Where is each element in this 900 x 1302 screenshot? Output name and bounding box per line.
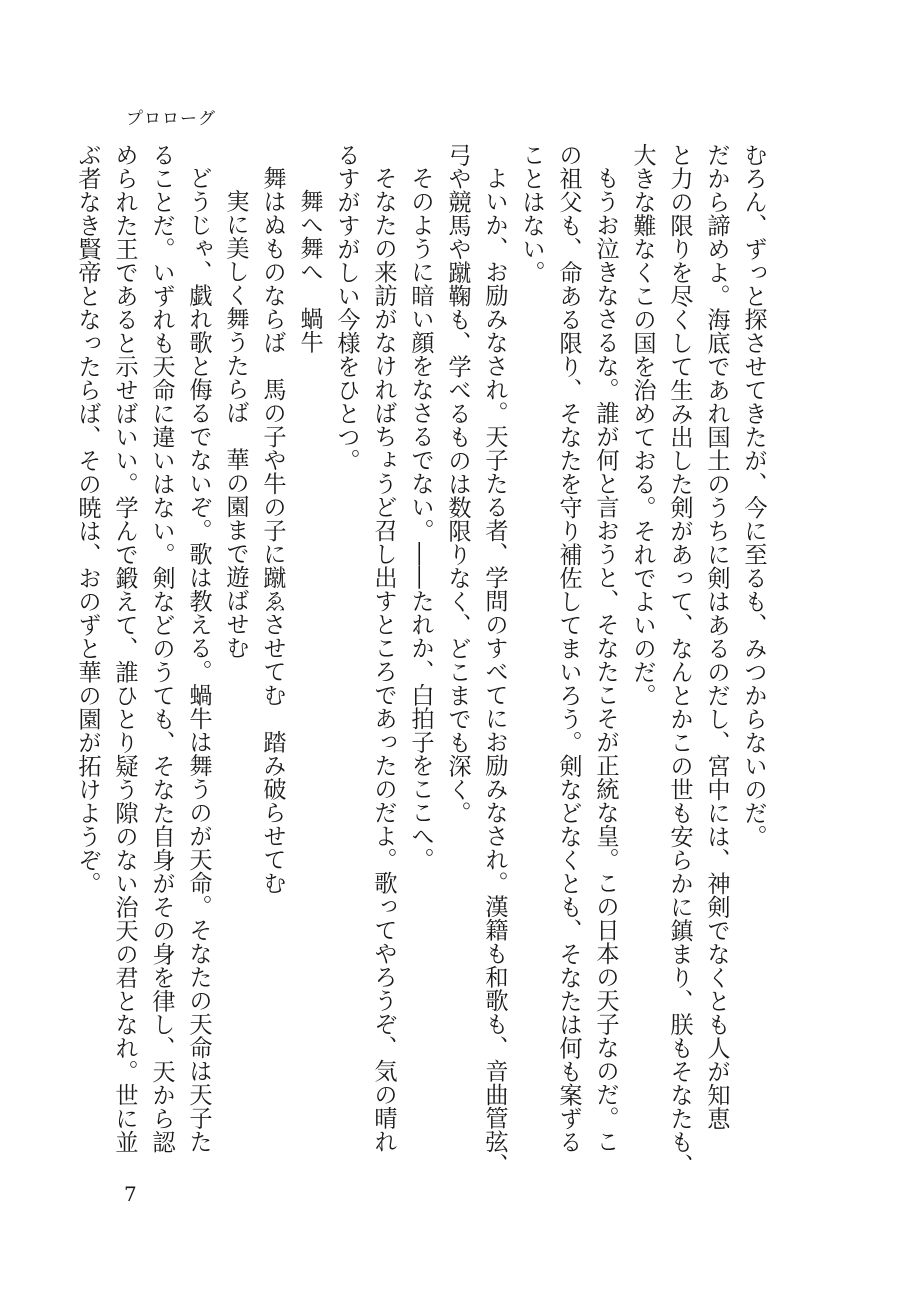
text-line: そのように暗い顔をなさるでない。――たれか、白拍子をここへ。 bbox=[407, 166, 434, 871]
body-text bbox=[74, 143, 772, 1177]
text-line: るすがすがしい今様をひとつ。 bbox=[333, 143, 360, 472]
text-line: の祖父も、命ある限り、そなたを守り補佐してまいろう。剣などなくとも、そなたは何も案ずる bbox=[555, 143, 582, 1154]
text-line: と力の限りを尽くして生み出した剣があって、なんとかこの世も安らかに鎮まり、朕もそなたも、 bbox=[666, 143, 693, 1177]
text-line: 弓や競馬や蹴鞠も、学べるものは数限りなく、どこまでも深く。 bbox=[444, 143, 471, 825]
text-line: ぶ者なき賢帝となったらば、その暁は、おのずと華の園が拓けようぞ。 bbox=[74, 143, 101, 895]
text-line: ことはない。 bbox=[518, 143, 545, 284]
text-line: そなたの来訪がなければちょうど召し出すところであったのだよ。歌ってやろうぞ、気の晴れ bbox=[370, 166, 397, 1153]
text-line: ることだ。いずれも天命に違いはない。剣などのうても、そなた自身がその身を律し、天から認 bbox=[148, 143, 175, 1154]
text-line: むろん、ずっと探させてきたが、今に至るも、みつからないのだ。 bbox=[740, 143, 767, 848]
text-line: どうじゃ、戯れ歌と侮るでないぞ。歌は教える。蝸牛は舞うのが天命。そなたの天命は天子た bbox=[185, 166, 212, 1153]
text-line: められた王であると示せばいい。学んで鍛えて、誰ひとり疑う隙のない治天の君となれ。世に並 bbox=[111, 143, 138, 1154]
song-line: 舞へ舞へ 蝸牛 bbox=[296, 189, 323, 354]
page-number: 7 bbox=[124, 1182, 137, 1206]
running-head: プロローグ bbox=[126, 109, 216, 129]
text-line: もうお泣きなさるな。誰が何と言おうと、そなたこそが正統な皇。この日本の天子なのだ。こ bbox=[592, 166, 619, 1153]
text-line: だから諦めよ。海底であれ国土のうちに剣はあるのだし、宮中には、神剣でなくとも人が知恵 bbox=[703, 143, 730, 1130]
song-line: 舞はぬものならば 馬の子や牛の子に蹴ゑさせてむ 踏み破らせてむ bbox=[259, 166, 286, 895]
text-line: 大きな難なくこの国を治めておる。それでよいのだ。 bbox=[629, 143, 656, 707]
song-line: 実に美しく舞うたらば 華の園まで遊ばせむ bbox=[222, 189, 249, 659]
text-line: よいか、お励みなされ。天子たる者、学問のすべてにお励みなされ。漢籍も和歌も、音曲管弦、 bbox=[481, 166, 508, 1177]
